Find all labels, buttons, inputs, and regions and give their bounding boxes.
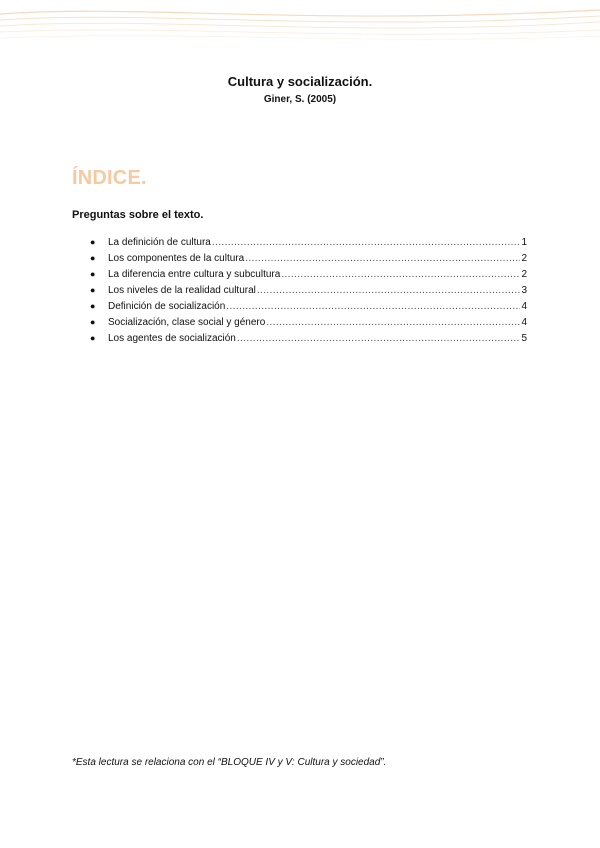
bullet-icon: ● (90, 301, 96, 311)
dot-leader (226, 299, 520, 315)
toc-item-clase-genero[interactable] (90, 314, 527, 330)
bullet-icon: ● (90, 237, 96, 247)
toc-page-number: 2 (521, 269, 527, 280)
table-of-contents (90, 234, 527, 346)
dot-leader (257, 283, 521, 299)
toc-item-agentes-socializacion[interactable] (90, 330, 527, 346)
bullet-icon: ● (90, 253, 96, 263)
toc-item-label: Los componentes de la cultura (108, 253, 245, 264)
toc-page-number: 3 (521, 285, 527, 296)
toc-item-niveles-realidad[interactable] (90, 282, 527, 298)
bullet-icon: ● (90, 333, 96, 343)
dot-leader (212, 235, 521, 251)
toc-page-number: 1 (521, 237, 527, 248)
toc-page-number: 5 (521, 333, 527, 344)
toc-item-label: La definición de cultura (108, 237, 211, 248)
toc-page-number: 4 (521, 317, 527, 328)
toc-item-componentes-cultura[interactable] (90, 250, 527, 266)
bullet-icon: ● (90, 285, 96, 295)
dot-leader (237, 331, 521, 347)
toc-page-number: 2 (521, 253, 527, 264)
bullet-icon: ● (90, 317, 96, 327)
section-heading: Preguntas sobre el texto. (72, 209, 204, 221)
dot-leader (281, 267, 520, 283)
footnote: *Esta lectura se relaciona con el “BLOQUE IV y V: Cultura y sociedad”. (72, 757, 387, 768)
header-wave-decoration (0, 0, 600, 48)
toc-item-label: Definición de socialización (108, 301, 226, 312)
toc-item-label: Los niveles de la realidad cultural (108, 285, 256, 296)
bullet-icon: ● (90, 269, 96, 279)
toc-item-label: Los agentes de socialización (108, 333, 236, 344)
toc-item-label: Socialización, clase social y género (108, 317, 266, 328)
dot-leader (245, 251, 520, 267)
document-author: Giner, S. (2005) (263, 94, 337, 105)
document-title: Cultura y socialización. (227, 74, 373, 89)
toc-item-cultura-subcultura[interactable] (90, 266, 527, 282)
index-heading: ÍNDICE. (72, 167, 147, 189)
toc-item-label: La diferencia entre cultura y subcultura (108, 269, 281, 280)
dot-leader (266, 315, 520, 331)
toc-item-definicion-socializacion[interactable] (90, 298, 527, 314)
toc-page-number: 4 (521, 301, 527, 312)
toc-item-definicion-cultura[interactable] (90, 234, 527, 250)
